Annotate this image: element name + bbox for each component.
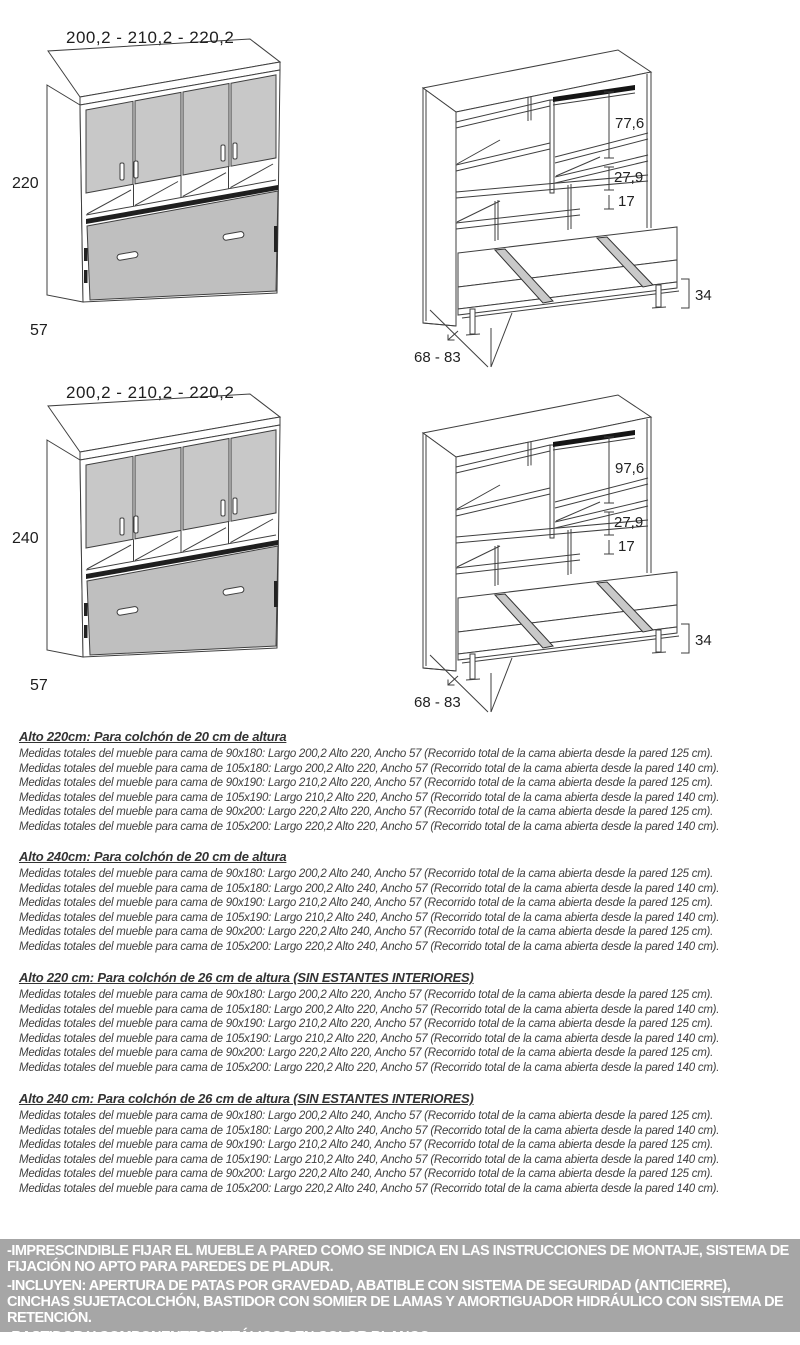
spec-heading: Alto 240cm: Para colchón de 20 cm de altura [19, 849, 287, 864]
spec-line: Medidas totales del mueble para cama de 90x180: Largo 200,2 Alto 220, Ancho 57 (Recorrido total de la cama abierta desde la pared 125 cm). [19, 989, 714, 1001]
bed-height-dimension-label: 34 [695, 632, 712, 649]
spec-line: Medidas totales del mueble para cama de 90x200: Largo 220,2 Alto 240, Ancho 57 (Recorrido total de la cama abierta desde la pared 125 cm). [19, 926, 714, 939]
spec-line: Medidas totales del mueble para cama de 105x190: Largo 210,2 Alto 220, Ancho 57 (Recorrido total de la cama abierta desde la pared 140 cm). [19, 791, 720, 804]
spec-lines [19, 1109, 799, 1196]
spec-heading: Alto 220cm: Para colchón de 20 cm de altura [19, 729, 287, 744]
spec-line: Medidas totales del mueble para cama de 90x190: Largo 210,2 Alto 240, Ancho 57 (Recorrido total de la cama abierta desde la pared 125 cm). [19, 1139, 714, 1152]
upper-shelf-dimension-label: 77,6 [615, 115, 645, 132]
spec-line: Medidas totales del mueble para cama de 90x190: Largo 210,2 Alto 220, Ancho 57 (Recorrido total de la cama abierta desde la pared 125 cm). [19, 777, 714, 790]
middle-shelf-dimension-label: 27,9 [614, 169, 644, 186]
width-dimension-label: 200,2 - 210,2 - 220,2 [66, 383, 235, 402]
closed-cabinet-illustration [0, 20, 400, 370]
spec-line: Medidas totales del mueble para cama de 105x190: Largo 210,2 Alto 220, Ancho 57 (Recorrido total de la cama abierta desde la pared 140 cm). [19, 1032, 720, 1045]
depth-dimension-label: 57 [30, 322, 48, 339]
open-bed-illustration [400, 45, 800, 380]
bed-travel-dimension-label: 68 - 83 [414, 349, 461, 366]
footer-warning-item: -INCLUYEN: APERTURA DE PATAS POR GRAVEDAD, ABATIBLE CON SISTEMA DE SEGURIDAD (ANTICIERRE), CINCHAS SUJETACOLCHÓN, BASTIDOR CON SOMIER DE LAMAS Y AMORTIGUADOR HIDRÁULICO CON SISTEMA DE RETENCIÓN. [7, 1278, 784, 1326]
height-dimension-label: 240 [12, 530, 39, 547]
spec-block-220-colchon26 [19, 970, 799, 1075]
bed-travel-dimension-label: 68 - 83 [414, 694, 461, 711]
small-gap-dimension-label: 17 [618, 538, 635, 555]
spec-line: Medidas totales del mueble para cama de 105x180: Largo 200,2 Alto 240, Ancho 57 (Recorrido total de la cama abierta desde la pared 140 cm). [19, 1124, 720, 1137]
spec-line: Medidas totales del mueble para cama de 105x190: Largo 210,2 Alto 240, Ancho 57 (Recorrido total de la cama abierta desde la pared 140 cm). [19, 911, 720, 924]
spec-lines [19, 747, 799, 834]
spec-line: Medidas totales del mueble para cama de 105x180: Largo 200,2 Alto 240, Ancho 57 (Recorrido total de la cama abierta desde la pared 140 cm). [19, 882, 720, 895]
small-gap-dimension-label: 17 [618, 193, 635, 210]
spec-line: Medidas totales del mueble para cama de 90x200: Largo 220,2 Alto 220, Ancho 57 (Recorrido total de la cama abierta desde la pared 125 cm). [19, 1047, 714, 1060]
spec-heading: Alto 240 cm: Para colchón de 26 cm de altura (SIN ESTANTES INTERIORES) [19, 1091, 474, 1106]
spec-lines [19, 867, 799, 954]
drawing-closed-cabinet-220 [0, 20, 400, 370]
drawing-closed-cabinet-240 [0, 375, 400, 725]
spec-line: Medidas totales del mueble para cama de 90x200: Largo 220,2 Alto 220, Ancho 57 (Recorrido total de la cama abierta desde la pared 125 cm). [19, 806, 714, 819]
spec-line: Medidas totales del mueble para cama de 105x200: Largo 220,2 Alto 240, Ancho 57 (Recorrido total de la cama abierta desde la pared 140 cm). [19, 940, 720, 953]
spec-line: Medidas totales del mueble para cama de 105x190: Largo 210,2 Alto 240, Ancho 57 (Recorrido total de la cama abierta desde la pared 140 cm). [19, 1153, 720, 1166]
spec-line: Medidas totales del mueble para cama de 90x200: Largo 220,2 Alto 240, Ancho 57 (Recorrido total de la cama abierta desde la pared 125 cm). [19, 1168, 714, 1181]
spec-line: Medidas totales del mueble para cama de 90x190: Largo 210,2 Alto 240, Ancho 57 (Recorrido total de la cama abierta desde la pared 125 cm). [19, 897, 714, 910]
width-dimension-label: 200,2 - 210,2 - 220,2 [66, 28, 235, 47]
depth-dimension-label: 57 [30, 677, 48, 694]
drawing-open-bed-240 [400, 390, 800, 725]
footer-warning-item: -IMPRESCINDIBLE FIJAR EL MUEBLE A PARED COMO SE INDICA EN LAS INSTRUCCIONES DE MONTAJE, SISTEMA DE FIJACIÓN NO APTO PARA PAREDES DE PLADUR. [7, 1243, 789, 1275]
spec-line: Medidas totales del mueble para cama de 90x190: Largo 210,2 Alto 220, Ancho 57 (Recorrido total de la cama abierta desde la pared 125 cm). [19, 1018, 714, 1031]
footer-warning-item: -BASTIDOR Y COMPONENTES METÁLICOS EN COLOR BLANCO. [7, 1329, 434, 1345]
spec-line: Medidas totales del mueble para cama de 90x180: Largo 200,2 Alto 220, Ancho 57 (Recorrido total de la cama abierta desde la pared 125 cm). [19, 748, 714, 760]
open-bed-illustration [400, 390, 800, 725]
spec-line: Medidas totales del mueble para cama de 90x180: Largo 200,2 Alto 240, Ancho 57 (Recorrido total de la cama abierta desde la pared 125 cm). [19, 868, 714, 880]
upper-shelf-dimension-label: 97,6 [615, 460, 645, 477]
footer-warnings [0, 1239, 800, 1345]
height-dimension-label: 220 [12, 175, 39, 192]
spec-line: Medidas totales del mueble para cama de 105x200: Largo 220,2 Alto 220, Ancho 57 (Recorrido total de la cama abierta desde la pared 140 cm). [19, 820, 720, 833]
spec-line: Medidas totales del mueble para cama de 105x200: Largo 220,2 Alto 220, Ancho 57 (Recorrido total de la cama abierta desde la pared 140 cm). [19, 1061, 720, 1074]
spec-line: Medidas totales del mueble para cama de 105x180: Largo 200,2 Alto 220, Ancho 57 (Recorrido total de la cama abierta desde la pared 140 cm). [19, 1003, 720, 1016]
spec-block-240-colchon26 [19, 1091, 799, 1196]
drawing-open-bed-220 [400, 45, 800, 380]
bed-height-dimension-label: 34 [695, 287, 712, 304]
spec-line: Medidas totales del mueble para cama de 90x180: Largo 200,2 Alto 240, Ancho 57 (Recorrido total de la cama abierta desde la pared 125 cm). [19, 1110, 714, 1122]
spec-line: Medidas totales del mueble para cama de 105x180: Largo 200,2 Alto 220, Ancho 57 (Recorrido total de la cama abierta desde la pared 140 cm). [19, 762, 720, 775]
spec-line: Medidas totales del mueble para cama de 105x200: Largo 220,2 Alto 240, Ancho 57 (Recorrido total de la cama abierta desde la pared 140 cm). [19, 1182, 720, 1195]
spec-block-220-colchon20 [19, 729, 799, 834]
middle-shelf-dimension-label: 27,9 [614, 514, 644, 531]
closed-cabinet-illustration [0, 375, 400, 725]
spec-block-240-colchon20 [19, 849, 799, 954]
spec-lines [19, 988, 799, 1075]
spec-heading: Alto 220 cm: Para colchón de 26 cm de altura (SIN ESTANTES INTERIORES) [19, 970, 474, 985]
